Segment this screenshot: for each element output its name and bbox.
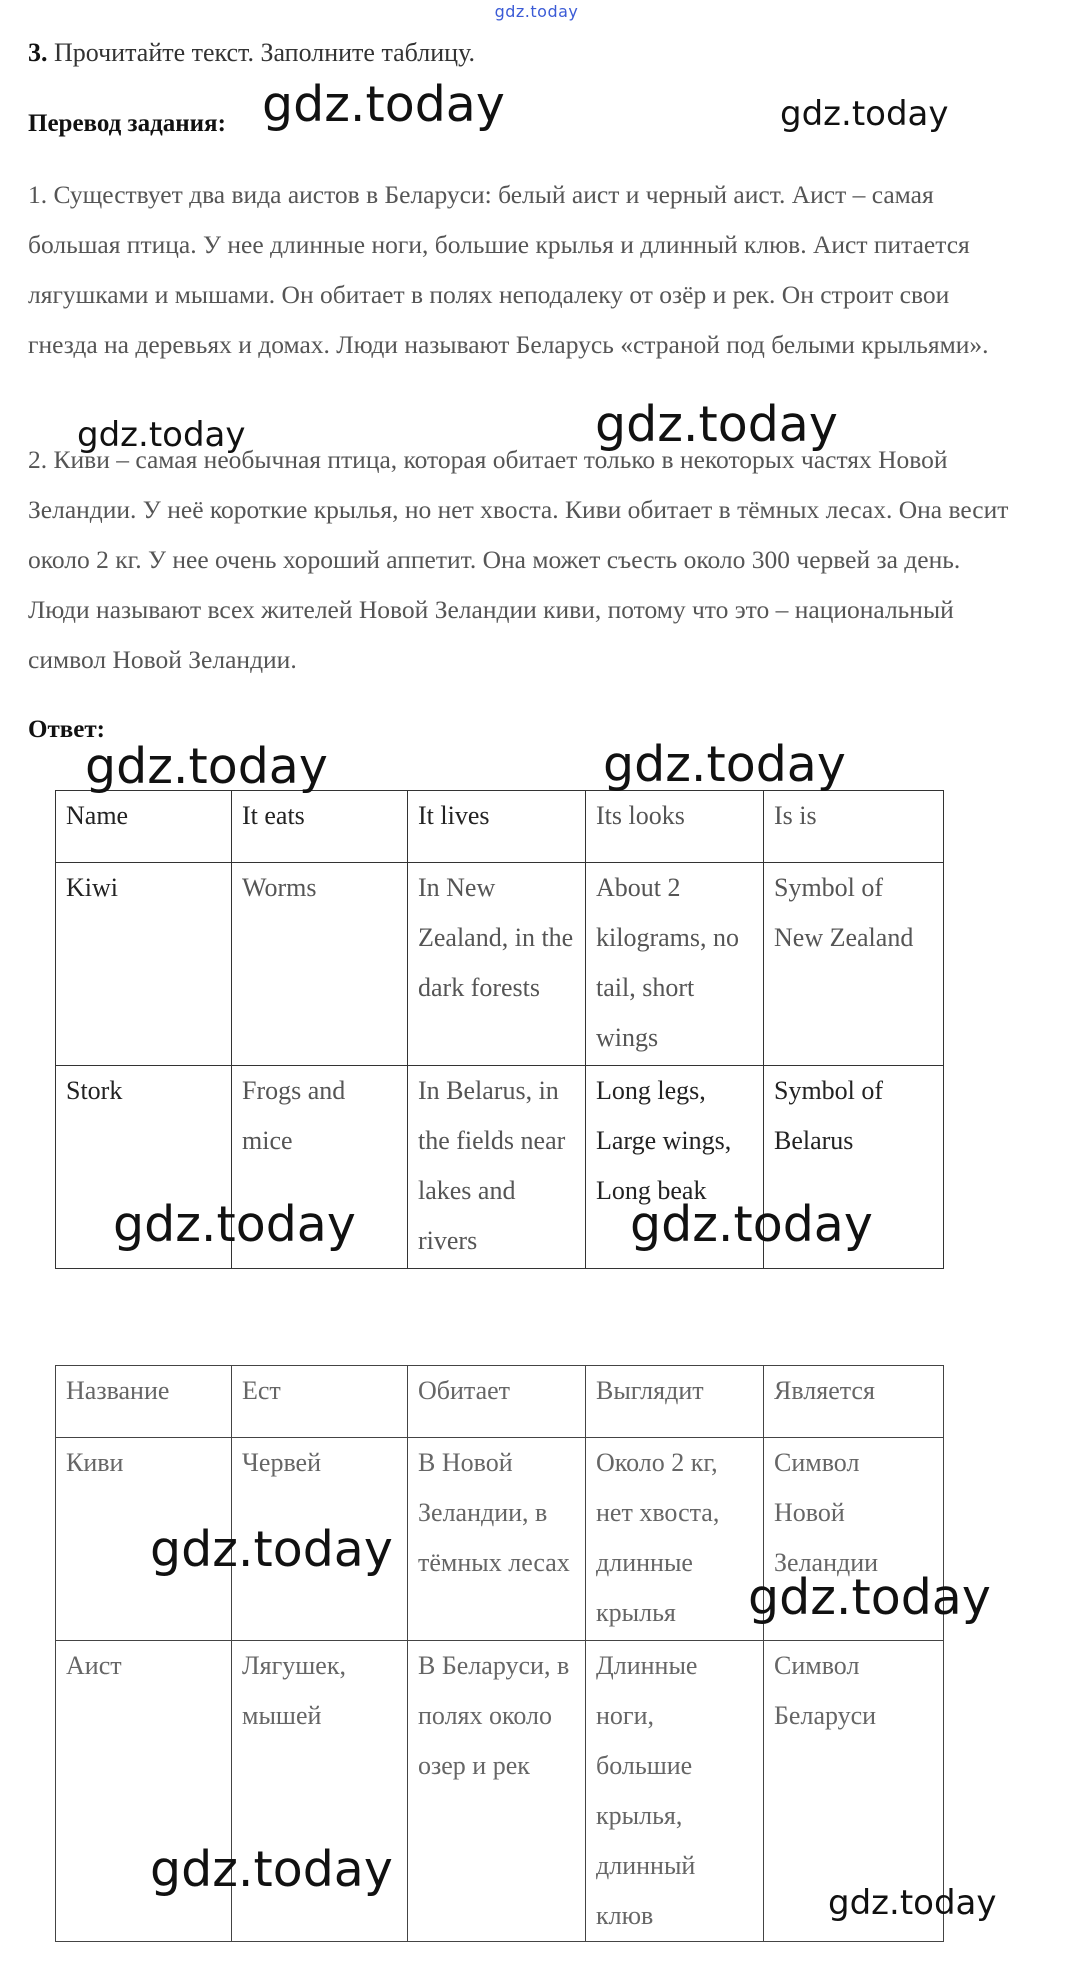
table-header-row xyxy=(56,791,944,863)
table-cell: В Беларуси, в полях около озер и рек xyxy=(408,1641,586,1942)
table-row xyxy=(56,863,944,1066)
table-cell: Червей xyxy=(232,1438,408,1641)
table-cell: Около 2 кг, нет хвоста, длинные крылья xyxy=(586,1438,764,1641)
table-cell: Symbol of Belarus xyxy=(764,1066,944,1269)
header-cell: Выглядит xyxy=(586,1366,764,1438)
table-cell: In Belarus, in the fields near lakes and rivers xyxy=(408,1066,586,1269)
task-text: Прочитайте текст. Заполните таблицу. xyxy=(47,38,475,67)
watermark: gdz.today xyxy=(828,1883,997,1923)
table-cell: Stork xyxy=(56,1066,232,1269)
paragraph-stork: 1. Существует два вида аистов в Беларуси: белый аист и черный аист. Аист – самая большая птица. У нее длинные ноги, большие крылья и длинный клюв. Аист питается лягушками и мышами. Он обитает в полях неподалеку от озёр и рек. Он строит свои гнезда на деревьях и домах. Люди называют Беларусь «страной под белыми крыльями». xyxy=(28,180,989,359)
watermark: gdz.today xyxy=(150,1521,393,1578)
task-number: 3. xyxy=(28,38,48,67)
watermark: gdz.today xyxy=(77,415,246,455)
table-cell: Аист xyxy=(56,1641,232,1942)
table-cell: Киви xyxy=(56,1438,232,1641)
table-cell: Worms xyxy=(232,863,408,1066)
answer-heading: Ответ: xyxy=(28,716,105,743)
header-cell: Ест xyxy=(232,1366,408,1438)
watermark: gdz.today xyxy=(780,94,949,134)
watermark: gdz.today xyxy=(603,736,846,793)
table-cell: About 2 kilograms, no tail, short wings xyxy=(586,863,764,1066)
table-cell: In New Zealand, in the dark forests xyxy=(408,863,586,1066)
header-cell: Является xyxy=(764,1366,944,1438)
table-header-row xyxy=(56,1366,944,1438)
watermark: gdz.today xyxy=(113,1196,356,1253)
watermark: gdz.today xyxy=(748,1569,991,1626)
header-cell: Обитает xyxy=(408,1366,586,1438)
paragraph-kiwi: 2. Киви – самая необычная птица, которая обитает только в некоторых частях Новой Зеландии. У неё короткие крылья, но нет хвоста. Киви обитает в тёмных лесах. Она весит около 2 кг. У нее очень хороший аппетит. Она может съесть около 300 червей за день. Люди называют всех жителей Новой Зеландии киви, потому что это – национальный символ Новой Зеландии. xyxy=(28,445,1009,674)
header-cell: Name xyxy=(56,791,232,863)
header-cell: It eats xyxy=(232,791,408,863)
watermark: gdz.today xyxy=(595,396,838,453)
table-cell: В Новой Зеландии, в тёмных лесах xyxy=(408,1438,586,1641)
header-cell: Is is xyxy=(764,791,944,863)
table-cell: Символ Беларуси xyxy=(764,1641,944,1942)
watermark: gdz.today xyxy=(262,76,505,133)
table-cell: Symbol of New Zealand xyxy=(764,863,944,1066)
table-cell: Frogs and mice xyxy=(232,1066,408,1269)
header-cell: Its looks xyxy=(586,791,764,863)
table-cell: Long legs, Large wings, Long beak xyxy=(586,1066,764,1269)
table-cell: Kiwi xyxy=(56,863,232,1066)
watermark: gdz.today xyxy=(150,1841,393,1898)
task-statement xyxy=(28,38,475,68)
header-cell: It lives xyxy=(408,791,586,863)
table-cell: Символ Новой Зеландии xyxy=(764,1438,944,1641)
watermark: gdz.today xyxy=(630,1196,873,1253)
table-cell: Лягушек, мышей xyxy=(232,1641,408,1942)
watermark: gdz.today xyxy=(85,738,328,795)
table-cell: Длинные ноги, большие крылья, длинный клюв xyxy=(586,1641,764,1942)
translation-heading: Перевод задания: xyxy=(28,110,226,137)
header-cell: Название xyxy=(56,1366,232,1438)
site-mark: gdz.today xyxy=(494,2,579,21)
